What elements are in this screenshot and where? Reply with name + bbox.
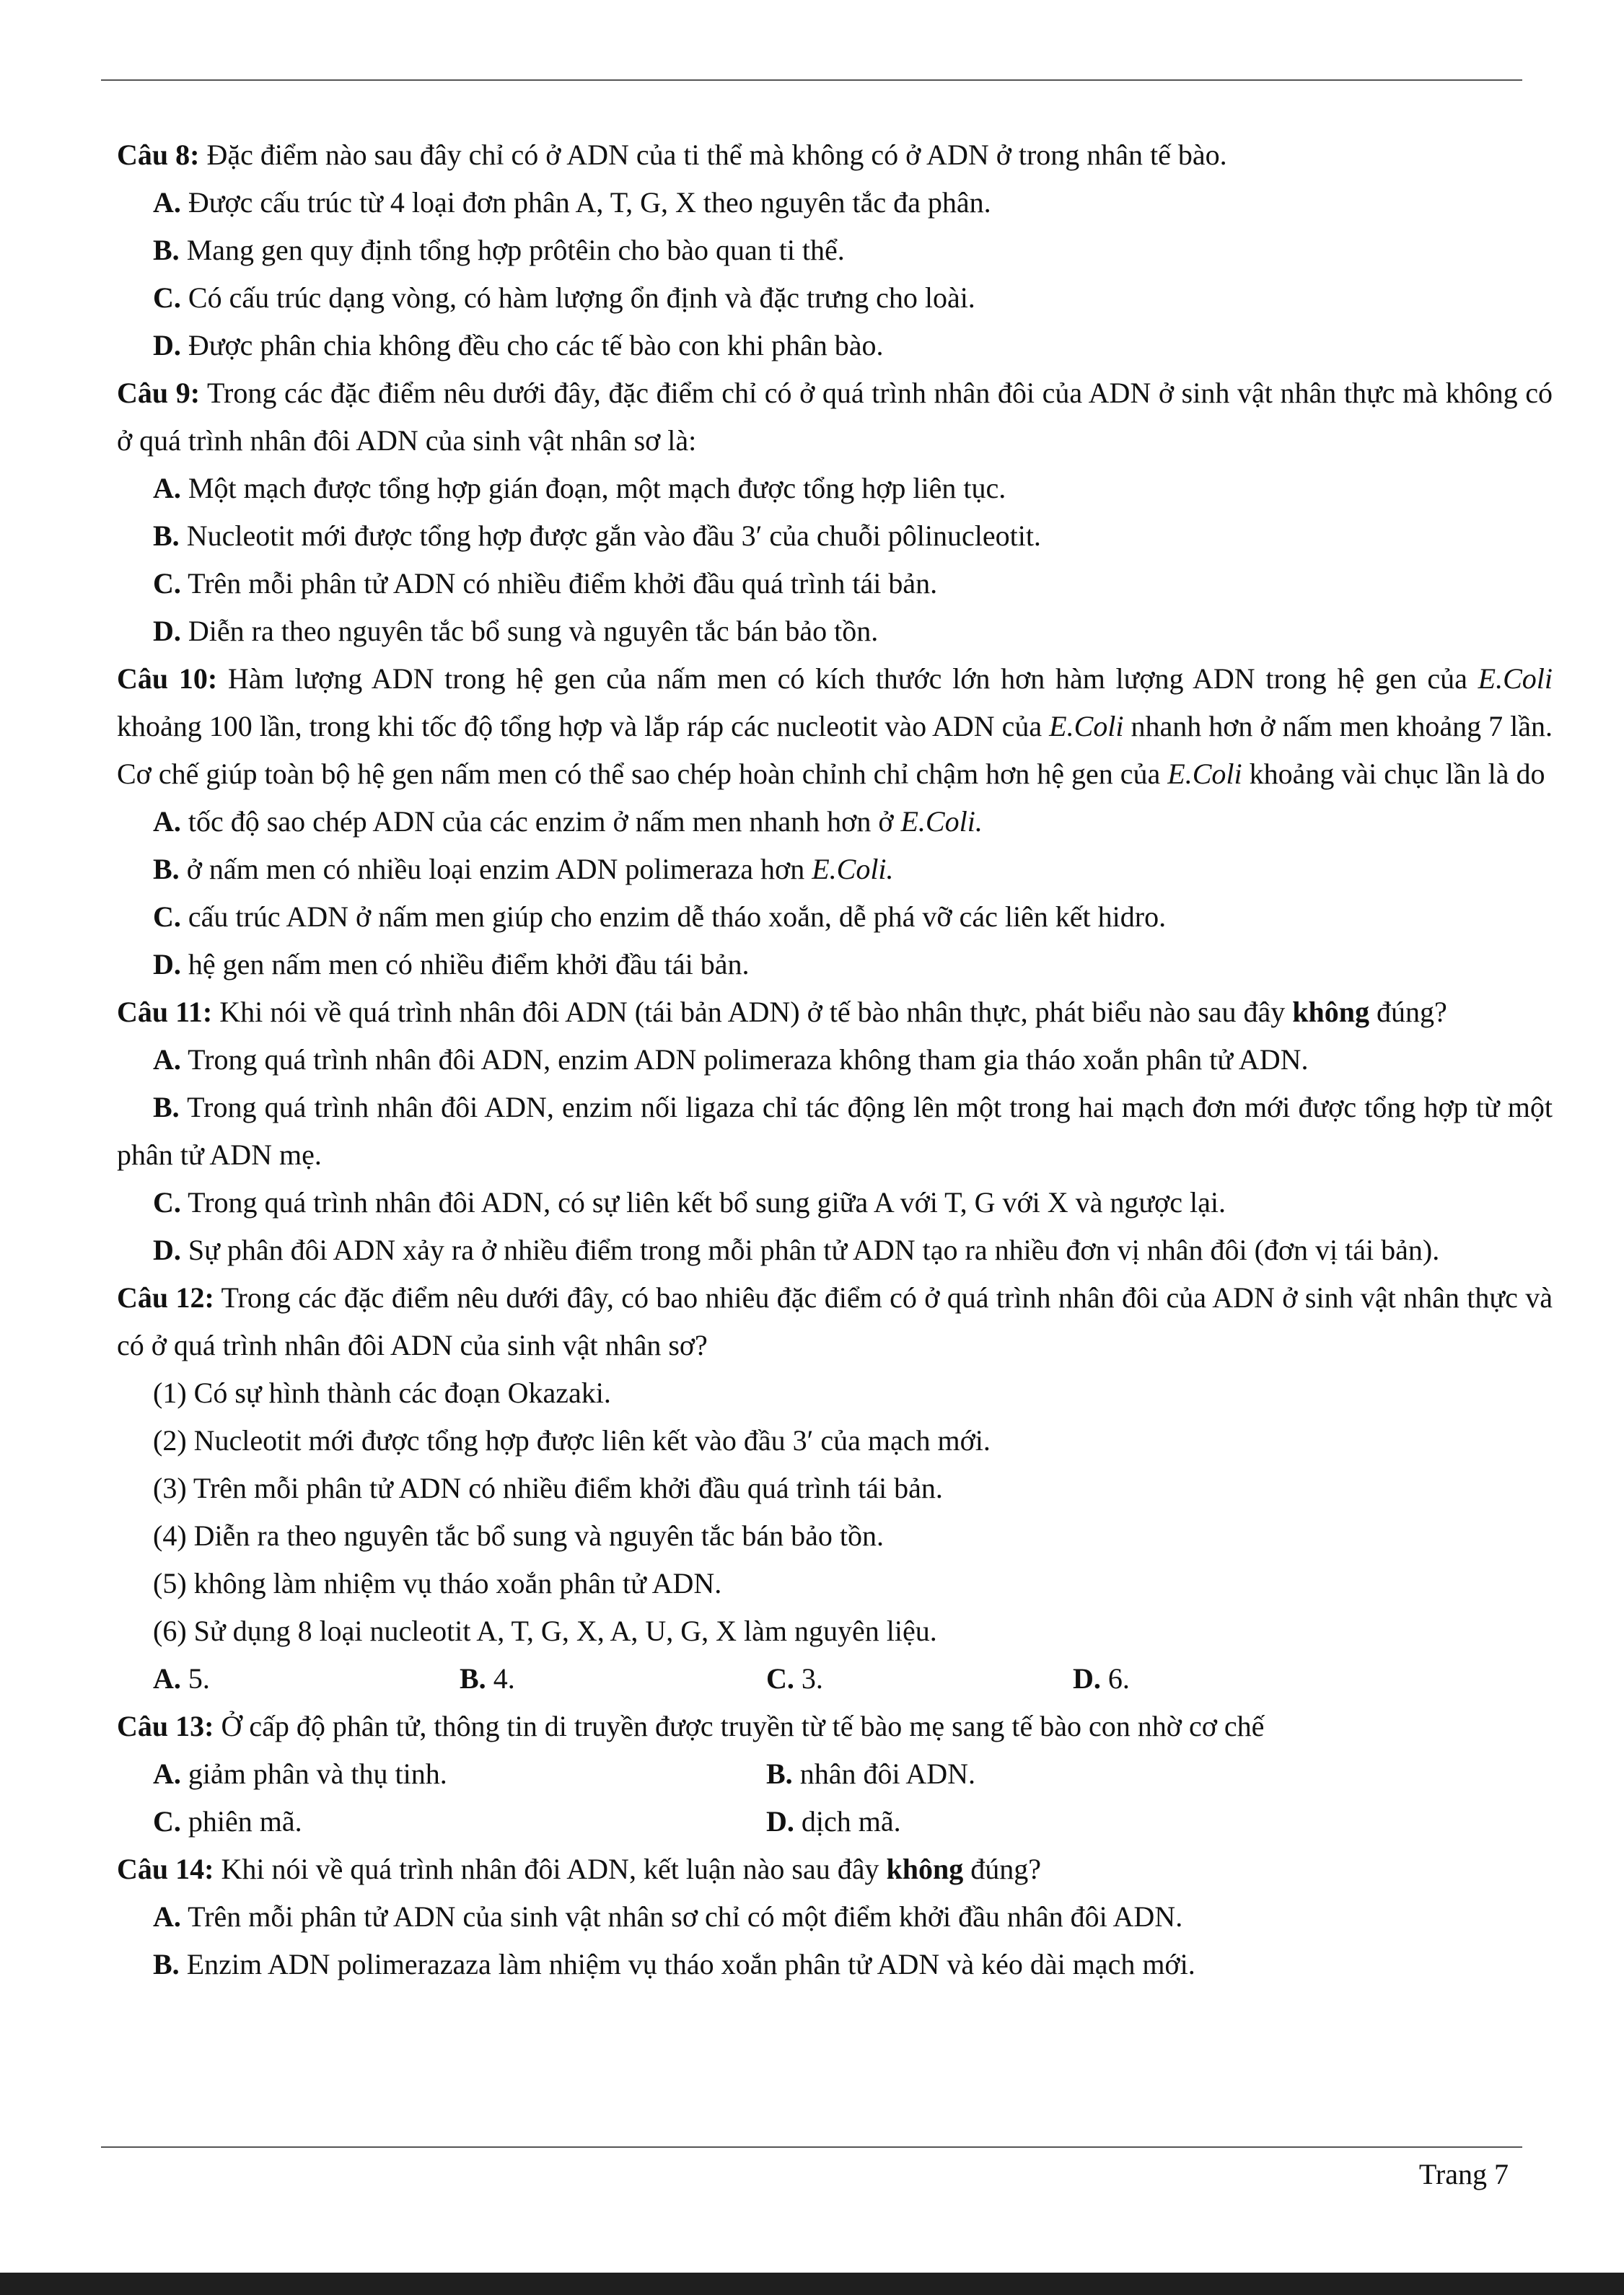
option-9a: [117, 465, 1553, 512]
question-14: [117, 1846, 1553, 1893]
option-letter: B.: [460, 1662, 486, 1695]
option-letter: D.: [1073, 1662, 1101, 1695]
statement-item: (4) Diễn ra theo nguyên tắc bổ sung và nguyên tắc bán bảo tồn.: [153, 1519, 885, 1552]
statement-item: (5) không làm nhiệm vụ tháo xoắn phân tử ADN.: [153, 1567, 722, 1600]
question-text: Trong các đặc điểm nêu dưới đây, đặc điểm chỉ có ở quá trình nhân đôi của ADN ở sinh vật nhân thực mà không có ở quá trình nhân đôi ADN của sinh vật nhân sơ là:: [117, 377, 1553, 457]
option-text: Trong quá trình nhân đôi ADN, enzim nối ligaza chỉ tác động lên một trong hai mạch đơn mới được tổng hợp từ một phân tử ADN mẹ.: [117, 1091, 1553, 1171]
option-text: Sự phân đôi ADN xảy ra ở nhiều điểm trong mỗi phân tử ADN tạo ra nhiều đơn vị nhân đôi (đơn vị tái bản).: [180, 1234, 1440, 1266]
option-letter: A.: [153, 1900, 181, 1933]
option-9c: [117, 560, 1553, 607]
option-13d: [766, 1798, 1379, 1846]
option-letter: C.: [766, 1662, 794, 1695]
option-letter: D.: [153, 948, 181, 980]
option-text: Được cấu trúc từ 4 loại đơn phân A, T, G, X theo nguyên tắc đa phân.: [180, 186, 991, 219]
option-text: 6.: [1100, 1662, 1130, 1695]
option-letter: A.: [153, 186, 181, 219]
option-letter: B.: [153, 519, 180, 552]
options-row-13a: [117, 1750, 1553, 1798]
option-text: Nucleotit mới được tổng hợp được gắn vào đầu 3′ của chuỗi pôlinucleotit.: [179, 519, 1041, 552]
question-label: Câu 12:: [117, 1281, 214, 1314]
statement-item: (3) Trên mỗi phân tử ADN có nhiều điểm khởi đầu quá trình tái bản.: [153, 1472, 943, 1504]
header-rule: [101, 79, 1522, 81]
question-label: Câu 14:: [117, 1853, 214, 1885]
page-number: Trang 7: [1418, 2158, 1509, 2190]
option-9d: [117, 607, 1553, 655]
question-text: Hàm lượng ADN trong hệ gen của nấm men có kích thước lớn hơn hàm lượng ADN trong hệ gen của: [217, 662, 1478, 695]
option-text: 5.: [180, 1662, 210, 1695]
question-text: nhanh hơn ở nấm men khoảng 7 lần. Cơ chế giúp toàn bộ hệ gen nấm men có thể sao chép hoàn chỉnh chỉ chậm hơn hệ gen của: [117, 710, 1553, 790]
question-label: Câu 13:: [117, 1710, 214, 1742]
option-letter: C.: [153, 1186, 181, 1219]
option-13b: [766, 1750, 1379, 1798]
option-letter: B.: [153, 234, 180, 266]
option-13a: [153, 1750, 766, 1798]
question-label: Câu 10:: [117, 662, 218, 695]
option-text: Trong quá trình nhân đôi ADN, có sự liên kết bổ sung giữa A với T, G với X và ngược lại.: [180, 1186, 1226, 1219]
option-8b: [117, 227, 1553, 274]
option-letter: A.: [153, 805, 181, 838]
option-letter: A.: [153, 1043, 181, 1076]
option-letter: C.: [153, 567, 181, 600]
option-10b: [117, 846, 1553, 893]
option-10d: [117, 941, 1553, 988]
question-text: đúng?: [963, 1853, 1042, 1885]
option-8d: [117, 322, 1553, 369]
option-letter: A.: [153, 1662, 181, 1695]
bottom-edge-band: [0, 2273, 1624, 2295]
option-8a: [117, 179, 1553, 227]
option-14a: [117, 1893, 1553, 1941]
options-row-13b: [117, 1798, 1553, 1846]
option-letter: C.: [153, 281, 181, 314]
question-text: Khi nói về quá trình nhân đôi ADN (tái bản ADN) ở tế bào nhân thực, phát biểu nào sau đây: [212, 996, 1293, 1028]
option-text: Được phân chia không đều cho các tế bào con khi phân bào.: [180, 329, 884, 361]
question-text: khoảng vài chục lần là do: [1242, 758, 1545, 790]
question-label: Câu 8:: [117, 139, 200, 171]
option-14b: [117, 1941, 1553, 1988]
option-text: 3.: [794, 1662, 823, 1695]
options-row-12: [117, 1655, 1553, 1703]
option-letter: A.: [153, 1758, 181, 1790]
option-letter: B.: [153, 1091, 180, 1123]
option-12c: [766, 1655, 1073, 1703]
option-letter: D.: [153, 1234, 181, 1266]
option-12d: [1073, 1655, 1379, 1703]
option-10a: [117, 798, 1553, 846]
option-text: dịch mã.: [794, 1805, 901, 1838]
option-12b: [460, 1655, 766, 1703]
option-text: hệ gen nấm men có nhiều điểm khởi đầu tái bản.: [180, 948, 750, 980]
option-11a: [117, 1036, 1553, 1084]
option-letter: D.: [153, 329, 181, 361]
question-text: khoảng 100 lần, trong khi tốc độ tổng hợp và lắp ráp các nucleotit vào ADN của: [117, 710, 1050, 742]
option-letter: A.: [153, 472, 181, 504]
option-text: Trên mỗi phân tử ADN của sinh vật nhân sơ chỉ có một điểm khởi đầu nhân đôi ADN.: [180, 1900, 1183, 1933]
option-text: Mang gen quy định tổng hợp prôtêin cho bào quan ti thể.: [179, 234, 845, 266]
statement-item: (2) Nucleotit mới được tổng hợp được liên kết vào đầu 3′ của mạch mới.: [153, 1424, 991, 1457]
option-letter: B.: [153, 1948, 180, 1980]
option-11b: [117, 1084, 1553, 1179]
option-letter: D.: [153, 615, 181, 647]
question-11: [117, 988, 1553, 1036]
option-text: Trong quá trình nhân đôi ADN, enzim ADN polimeraza không tham gia tháo xoắn phân tử ADN.: [180, 1043, 1309, 1076]
option-text: 4.: [486, 1662, 515, 1695]
option-text: cấu trúc ADN ở nấm men giúp cho enzim dễ tháo xoắn, dễ phá vỡ các liên kết hidro.: [180, 900, 1167, 933]
option-letter: B.: [153, 853, 180, 885]
question-12: [117, 1274, 1553, 1369]
question-label: Câu 9:: [117, 377, 201, 409]
option-12a: [153, 1655, 460, 1703]
option-text: tốc độ sao chép ADN của các enzim ở nấm men nhanh hơn ở: [180, 805, 901, 838]
option-text: nhân đôi ADN.: [792, 1758, 976, 1790]
question-list: [117, 131, 1553, 1988]
option-text: giảm phân và thụ tinh.: [180, 1758, 447, 1790]
question-13: [117, 1703, 1553, 1750]
question-8: [117, 131, 1553, 179]
option-letter: D.: [766, 1805, 794, 1838]
option-letter: C.: [153, 1805, 181, 1838]
option-text: phiên mã.: [180, 1805, 302, 1838]
option-letter: C.: [153, 900, 181, 933]
species-name: E.Coli: [1049, 710, 1124, 742]
emphasis-word: không: [1292, 996, 1369, 1028]
option-11c: [117, 1179, 1553, 1227]
option-8c: [117, 274, 1553, 322]
species-name: E.Coli.: [812, 853, 894, 885]
option-9b: [117, 512, 1553, 560]
option-text: Một mạch được tổng hợp gián đoạn, một mạch được tổng hợp liên tục.: [180, 472, 1006, 504]
species-name: E.Coli: [1478, 662, 1553, 695]
emphasis-word: không: [886, 1853, 964, 1885]
question-text: Đặc điểm nào sau đây chỉ có ở ADN của ti thể mà không có ở ADN ở trong nhân tế bào.: [199, 139, 1227, 171]
question-text: đúng?: [1369, 996, 1447, 1028]
species-name: E.Coli.: [900, 805, 983, 838]
statement-item: (1) Có sự hình thành các đoạn Okazaki.: [153, 1377, 611, 1409]
question-10: [117, 655, 1553, 798]
option-text: Có cấu trúc dạng vòng, có hàm lượng ổn định và đặc trưng cho loài.: [180, 281, 975, 314]
option-text: Trên mỗi phân tử ADN có nhiều điểm khởi đầu quá trình tái bản.: [180, 567, 938, 600]
question-text: Ở cấp độ phân tử, thông tin di truyền được truyền từ tế bào mẹ sang tế bào con nhờ cơ chế: [214, 1710, 1265, 1742]
option-text: Diễn ra theo nguyên tắc bổ sung và nguyên tắc bán bảo tồn.: [180, 615, 879, 647]
option-letter: B.: [766, 1758, 793, 1790]
species-name: E.Coli: [1167, 758, 1242, 790]
option-10c: [117, 893, 1553, 941]
option-13c: [153, 1798, 766, 1846]
option-11d: [117, 1227, 1553, 1274]
question-label: Câu 11:: [117, 996, 213, 1028]
statement-item: (6) Sử dụng 8 loại nucleotit A, T, G, X, A, U, G, X làm nguyên liệu.: [153, 1615, 937, 1647]
question-9: [117, 369, 1553, 465]
question-text: Trong các đặc điểm nêu dưới đây, có bao nhiêu đặc điểm có ở quá trình nhân đôi của ADN ở sinh vật nhân thực và có ở quá trình nhân đôi ADN của sinh vật nhân sơ?: [117, 1281, 1553, 1361]
footer-rule: [101, 2146, 1522, 2148]
option-text: Enzim ADN polimerazaza làm nhiệm vụ tháo xoắn phân tử ADN và kéo dài mạch mới.: [179, 1948, 1195, 1980]
option-text: ở nấm men có nhiều loại enzim ADN polimeraza hơn: [179, 853, 812, 885]
question-text: Khi nói về quá trình nhân đôi ADN, kết luận nào sau đây: [214, 1853, 887, 1885]
